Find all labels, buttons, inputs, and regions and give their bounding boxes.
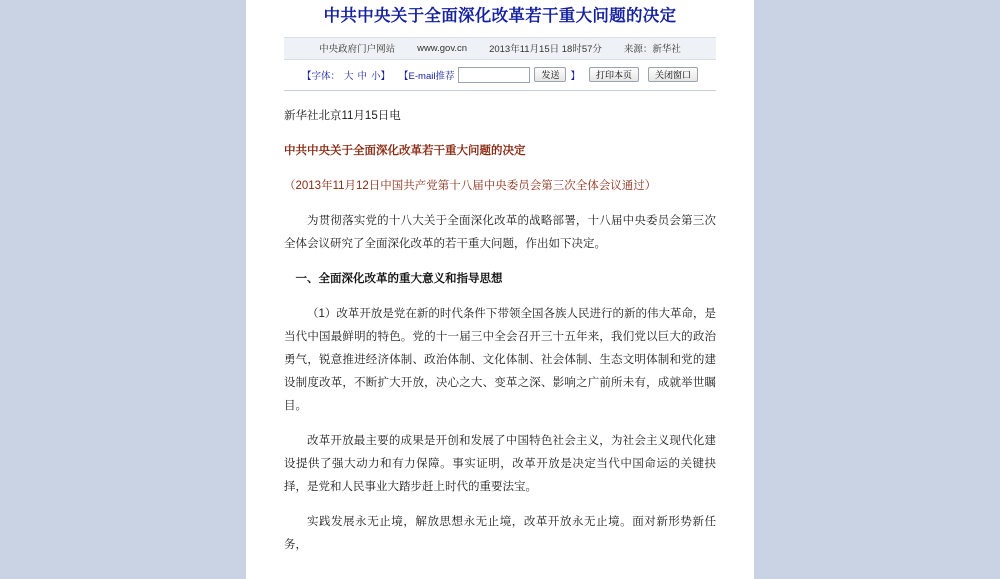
font-size-group [302, 68, 390, 82]
document-paper [246, 0, 754, 579]
article-tools-bar [284, 60, 716, 91]
article-content [246, 91, 754, 579]
print-page-button[interactable]: 打印本页 [589, 67, 639, 82]
email-send-button[interactable]: 发送 [534, 67, 566, 82]
paragraph: 为贯彻落实党的十八大关于全面深化改革的战略部署，十八届中央委员会第三次全体会议研究了全面深化改革的若干重大问题，作出如下决定。 [284, 214, 716, 250]
meta-datetime: 2013年11月15日 18时57分 [489, 44, 602, 56]
page-title: 中共中央关于全面深化改革若干重大问题的决定 [323, 7, 677, 25]
article-inner-title: 中共中央关于全面深化改革若干重大问题的决定 [284, 144, 526, 157]
paragraph: （1）改革开放是党在新的时代条件下带领全国各族人民进行的新的伟大革命，是当代中国最鲜明的特色。党的十一届三中全会召开三十五年来，我们党以巨大的政治勇气，锐意推进经济体制、政治体制、文化体制、社会体制、生态文明体制和党的建设制度改革，不断扩大开放，决心之大、变革之深、影响之广前所未有，成就举世瞩目。 [284, 307, 716, 412]
font-size-large-link[interactable]: 大 [343, 70, 354, 82]
email-recommend-label: 【E-mail推荐 [399, 70, 455, 82]
article-meta-bar [284, 37, 716, 60]
email-recommend-input[interactable] [458, 67, 530, 83]
section-heading: 一、全面深化改革的重大意义和指导思想 [295, 272, 503, 285]
email-group-close: 】 [570, 70, 580, 82]
email-recommend-group [399, 67, 580, 83]
font-size-label: 【字体： [301, 70, 340, 82]
article-inner-subtitle: （2013年11月12日中国共产党第十八届中央委员会第三次全体会议通过） [284, 179, 657, 192]
meta-url[interactable]: www.gov.cn [417, 42, 468, 54]
close-window-button[interactable]: 关闭窗口 [648, 67, 698, 82]
paragraph: 改革开放最主要的成果是开创和发展了中国特色社会主义，为社会主义现代化建设提供了强大动力和有力保障。事实证明，改革开放是决定当代中国命运的关键抉择，是党和人民事业大踏步赶上时代的重要法宝。 [284, 434, 716, 493]
font-size-medium-link[interactable]: 中 [357, 70, 368, 82]
dateline: 新华社北京11月15日电 [284, 109, 401, 122]
paragraph: 实践发展永无止境，解放思想永无止境，改革开放永无止境。面对新形势新任务， [284, 515, 716, 551]
font-size-small-link[interactable]: 小】 [371, 70, 391, 82]
meta-source-site: 中央政府门户网站 [319, 44, 396, 56]
meta-source: 来源：新华社 [623, 44, 681, 56]
